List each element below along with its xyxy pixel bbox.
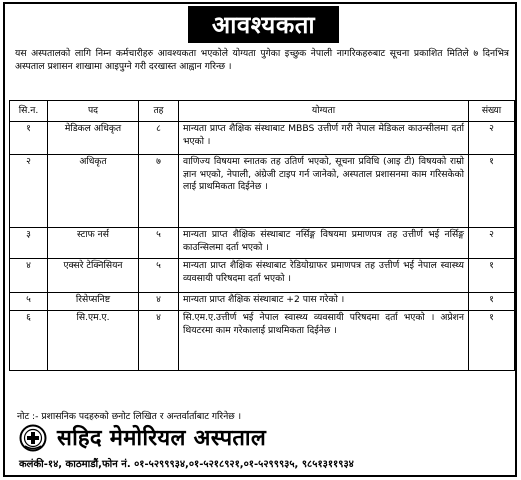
row-level: ५ bbox=[139, 259, 179, 293]
table-row bbox=[10, 259, 515, 293]
row-qualification: मान्यता प्राप्त शैक्षिक संस्थाबाट नर्सिङ्ग विषयमा प्रमाणपत्र तह उत्तीर्ण भई नर्सिङ्ग काउन्सिलमा दर्ता भएको । bbox=[179, 228, 469, 259]
hospital-footer bbox=[13, 422, 513, 478]
row-level: ५ bbox=[139, 228, 179, 259]
table-row bbox=[10, 155, 515, 228]
row-level: ७ bbox=[139, 155, 179, 228]
vacancy-table bbox=[9, 100, 515, 371]
row-sn: २ bbox=[10, 155, 48, 228]
row-sn: १ bbox=[10, 122, 48, 155]
title-banner bbox=[188, 6, 339, 43]
row-qualification: मान्यता प्राप्त शैक्षिक संस्थाबाट रेडियोग्राफर प्रमाणपत्र तह उत्तीर्ण भई नेपाल स्वास्थ्य व्यवसायी परिषदमा दर्ता भएको । bbox=[179, 259, 469, 293]
row-sn: ३ bbox=[10, 228, 48, 259]
intro-paragraph: यस अस्पतालको लागि निम्न कर्मचारीहरु आवश्यकता भएकोले योग्यता पुगेका इच्छुक नेपाली नागरिकहरुबाट सूचना प्रकाशित मितिले ७ दिनभित्र अस्पताल प्रशासन शाखामा आइपुग्ने गरी दरखास्त आह्वान गरिन्छ । bbox=[15, 48, 509, 72]
row-count: २ bbox=[469, 228, 515, 259]
header-level: तह bbox=[139, 101, 179, 122]
row-count: १ bbox=[469, 293, 515, 311]
table-row bbox=[10, 122, 515, 155]
row-post: एक्सरे टेक्निसियन bbox=[48, 259, 139, 293]
row-qualification: वाणिज्य विषयमा स्नातक तह उतिर्ण भएको, सूचना प्रविधि (आइ टी) विषयको राम्रो ज्ञान भएको, नेपाली, अंग्रेजी टाइप गर्न जानेको, अस्पताल प्रशासनमा काम गरिसकेको लाई प्राथमिकता दिईनेछ । bbox=[179, 155, 469, 228]
advertisement-page bbox=[3, 2, 517, 477]
row-qualification: मान्यता प्राप्त शैक्षिक संस्थाबाट +2 पास गरेको । bbox=[179, 293, 469, 311]
row-count: १ bbox=[469, 311, 515, 371]
row-count: २ bbox=[469, 122, 515, 155]
row-post: रिसेप्सनिष्ट bbox=[48, 293, 139, 311]
table-row bbox=[10, 228, 515, 259]
hospital-name: सहिद मेमोरियल अस्पताल bbox=[57, 426, 267, 451]
hospital-emblem-icon bbox=[19, 424, 47, 452]
header-post: पद bbox=[48, 101, 139, 122]
table-row bbox=[10, 293, 515, 311]
row-sn: ६ bbox=[10, 311, 48, 371]
row-post: अधिकृत bbox=[48, 155, 139, 228]
row-post: मेडिकल अधिकृत bbox=[48, 122, 139, 155]
hospital-address: कलंकी-१४, काठमाडौं,फोन नं. ०१-५२९९९३४,०१-५२१८९२१,०१-५२९९९३५, ९८५१३११९३४ bbox=[19, 459, 354, 470]
row-qualification: सि.एम.ए.उत्तीर्ण भई नेपाल स्वास्थ्य व्यवसायी परिषदमा दर्ता भएको । अप्रेशन थियटरमा काम गरेकालाई प्राथमिकता दिईनेछ । bbox=[179, 311, 469, 371]
row-count: १ bbox=[469, 155, 515, 228]
row-qualification: मान्यता प्राप्त शैक्षिक संस्थाबाट MBBS उत्तीर्ण गरी नेपाल मेडिकल काउन्सीलमा दर्ता भएको । bbox=[179, 122, 469, 155]
header-qualification: योग्यता bbox=[179, 101, 469, 122]
row-level: ४ bbox=[139, 293, 179, 311]
row-sn: ४ bbox=[10, 259, 48, 293]
row-sn: ५ bbox=[10, 293, 48, 311]
page-title: आवश्यकता bbox=[211, 11, 316, 39]
row-post: सि.एम.ए. bbox=[48, 311, 139, 371]
row-count: १ bbox=[469, 259, 515, 293]
note-text: नोट :- प्रशासनिक पदहरुको छनोट लिखित र अन्तर्वार्ताबाट गरिनेछ । bbox=[17, 411, 242, 422]
header-sn: सि.न. bbox=[10, 101, 48, 122]
table-row bbox=[10, 311, 515, 371]
row-level: ८ bbox=[139, 122, 179, 155]
row-level: ४ bbox=[139, 311, 179, 371]
row-post: स्टाफ नर्स bbox=[48, 228, 139, 259]
table-header-row bbox=[10, 101, 515, 122]
header-count: संख्या bbox=[469, 101, 515, 122]
